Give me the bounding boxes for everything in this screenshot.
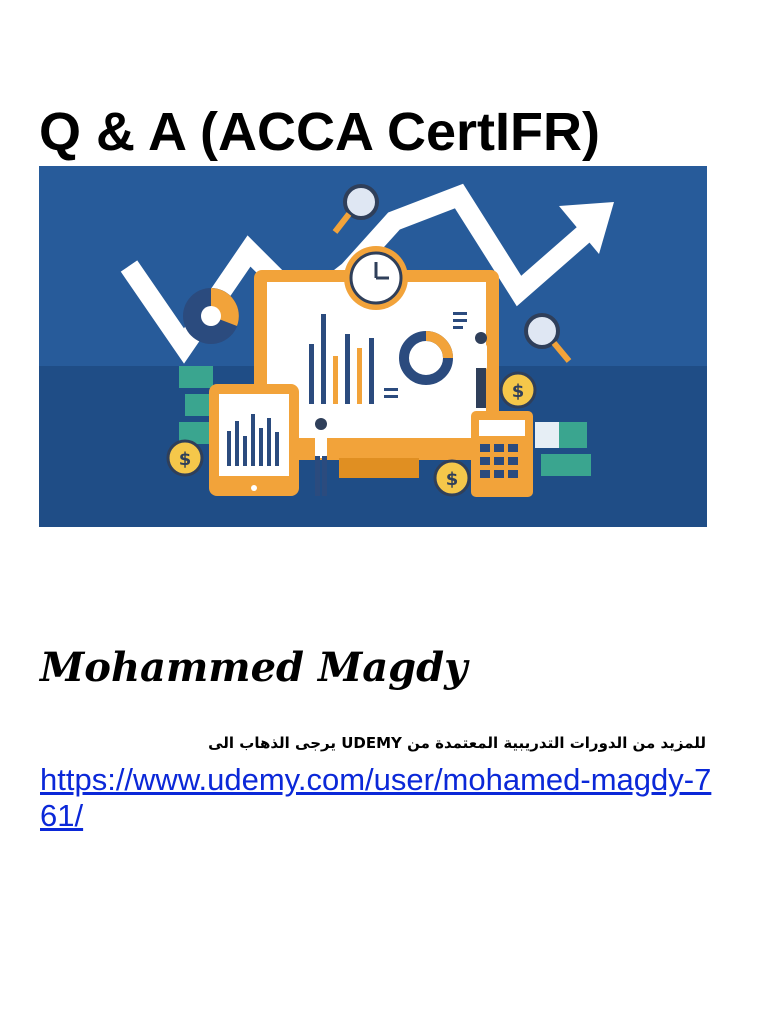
hero-illustration <box>39 166 707 527</box>
udemy-profile-link[interactable]: https://www.udemy.com/user/mohamed-magdy-761/ <box>40 762 712 833</box>
pie-chart-icon <box>183 288 239 344</box>
author-name: Mohammed Magdy <box>40 644 468 691</box>
svg-text:$: $ <box>511 381 525 402</box>
dollar-coin-icon <box>168 441 202 475</box>
svg-text:$: $ <box>445 469 459 490</box>
tablet-icon <box>209 384 299 496</box>
page-title: Q & A (ACCA CertIFR) <box>39 102 600 162</box>
calculator-icon <box>471 411 533 497</box>
dollar-coin-icon <box>501 373 535 407</box>
dollar-coin-icon <box>435 461 469 495</box>
clock-icon <box>344 246 408 310</box>
svg-text:$: $ <box>178 449 192 470</box>
udemy-courses-note: للمزيد من الدورات التدريبية المعتمدة من UDEMY يرجى الذهاب الى <box>208 734 706 752</box>
